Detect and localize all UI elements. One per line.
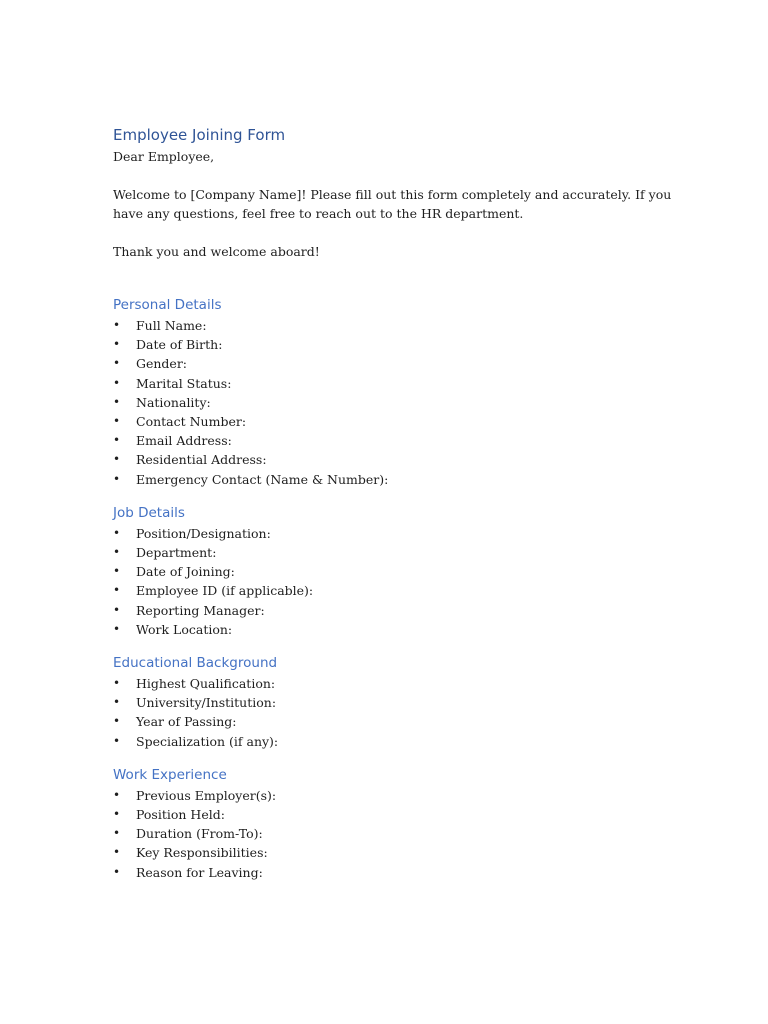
bullet-icon: • xyxy=(113,356,121,371)
field-label: Full Name: xyxy=(136,318,207,333)
field-label: Gender: xyxy=(136,356,188,372)
field-label: Email Address: xyxy=(136,433,232,449)
list-item xyxy=(113,732,673,751)
field-list xyxy=(113,316,673,489)
list-item xyxy=(113,412,673,431)
list-item xyxy=(113,374,673,393)
bullet-icon: • xyxy=(113,525,121,540)
bullet-icon: • xyxy=(113,714,121,729)
bullet-icon: • xyxy=(113,414,121,429)
list-item xyxy=(113,524,673,543)
field-label: Specialization (if any): xyxy=(136,733,279,749)
bullet-icon: • xyxy=(113,471,121,486)
list-item xyxy=(113,863,673,882)
list-item xyxy=(113,786,673,805)
list-item xyxy=(113,393,673,412)
bullet-icon: • xyxy=(113,452,121,467)
field-list xyxy=(113,674,673,751)
list-item xyxy=(113,824,673,843)
field-label: Residential Address: xyxy=(136,452,267,468)
field-list xyxy=(113,786,673,882)
document-title: Employee Joining Form xyxy=(113,126,286,144)
document-page xyxy=(113,124,673,882)
list-item xyxy=(113,470,673,489)
bullet-icon: • xyxy=(113,433,121,448)
field-label: Position/Designation: xyxy=(136,525,271,541)
list-item xyxy=(113,543,673,562)
bullet-icon: • xyxy=(113,394,121,409)
field-label: Reporting Manager: xyxy=(136,602,265,618)
field-label: Date of Joining: xyxy=(136,564,235,580)
list-item xyxy=(113,674,673,693)
list-item xyxy=(113,843,673,862)
field-label: Nationality: xyxy=(136,394,211,410)
section-heading: Work Experience xyxy=(113,766,227,783)
list-item xyxy=(113,431,673,450)
bullet-icon: • xyxy=(113,564,121,579)
field-label: University/Institution: xyxy=(136,695,277,711)
bullet-icon: • xyxy=(113,864,121,879)
section-work-experience xyxy=(113,765,673,882)
list-item xyxy=(113,354,673,373)
field-label: Emergency Contact (Name & Number): xyxy=(136,471,389,487)
list-item xyxy=(113,805,673,824)
field-label: Key Responsibilities: xyxy=(136,845,268,861)
closing-text: Thank you and welcome aboard! xyxy=(113,244,320,259)
bullet-icon: • xyxy=(113,733,121,748)
bullet-icon: • xyxy=(113,826,121,841)
section-heading: Job Details xyxy=(113,504,185,521)
section-job-details xyxy=(113,503,673,639)
field-list xyxy=(113,524,673,639)
field-label: Reason for Leaving: xyxy=(136,864,263,880)
list-item xyxy=(113,335,673,354)
list-item xyxy=(113,620,673,639)
list-item xyxy=(113,316,673,335)
bullet-icon: • xyxy=(113,375,121,390)
greeting-text: Dear Employee, xyxy=(113,149,215,164)
field-label: Date of Birth: xyxy=(136,337,223,353)
section-educational-background xyxy=(113,653,673,751)
field-label: Year of Passing: xyxy=(136,714,237,730)
field-label: Duration (From-To): xyxy=(136,826,263,842)
intro-paragraph: Welcome to [Company Name]! Please fill out this form completely and accurately. If you have any questions, feel free to reach out to the HR department. xyxy=(113,187,672,221)
bullet-icon: • xyxy=(113,787,121,802)
bullet-icon: • xyxy=(113,695,121,710)
list-item xyxy=(113,562,673,581)
bullet-icon: • xyxy=(113,337,121,352)
section-heading: Personal Details xyxy=(113,297,222,313)
list-item xyxy=(113,693,673,712)
field-label: Employee ID (if applicable): xyxy=(136,583,314,599)
form-sections xyxy=(113,295,673,882)
list-item xyxy=(113,581,673,600)
field-label: Position Held: xyxy=(136,807,225,823)
field-label: Marital Status: xyxy=(136,375,232,391)
bullet-icon: • xyxy=(113,676,121,691)
bullet-icon: • xyxy=(113,583,121,598)
list-item xyxy=(113,712,673,731)
bullet-icon: • xyxy=(113,602,121,617)
bullet-icon: • xyxy=(113,545,121,560)
list-item xyxy=(113,601,673,620)
bullet-icon: • xyxy=(113,318,121,332)
field-label: Previous Employer(s): xyxy=(136,787,277,803)
bullet-icon: • xyxy=(113,621,121,636)
field-label: Department: xyxy=(136,545,217,561)
field-label: Work Location: xyxy=(136,621,233,637)
section-personal-details xyxy=(113,295,673,489)
list-item xyxy=(113,450,673,469)
bullet-icon: • xyxy=(113,845,121,860)
section-heading: Educational Background xyxy=(113,655,278,672)
field-label: Highest Qualification: xyxy=(136,676,276,692)
bullet-icon: • xyxy=(113,807,121,822)
field-label: Contact Number: xyxy=(136,414,247,430)
